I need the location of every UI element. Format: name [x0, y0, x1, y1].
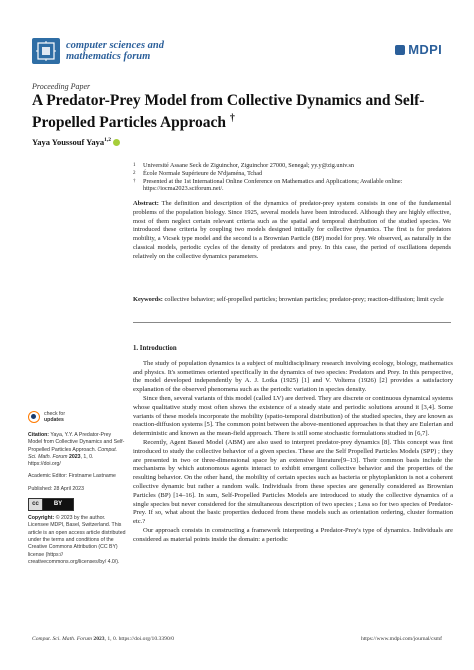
body-paragraph: Recently, Agent Based Model (ABM) are also used to interpret predator-prey dynamics [8]. This concept was first introduced to study the collective behavior of a given species. These are the Self Propelled Particles Models (SPP) ; they are presented in two or three-dimensional space by an extensive literature[9–13]. Their common basis include the mechanisms by which autonomous agents interact to exhibit emergent collective behavior and the properties of the resulting behavior. On the other hand, the mobility of certain species such as bacteria or phytoplankton is not a coherent collective dynamic but rather a random walk. Individuals from these species are generally considered as Brownian Particles (BP) [14–16]. In sum, Self-Propelled Particles Models are introduced to study the collective dynamics of a single species but never considered for the simultaneous description of two species ; Less so for two species of Predator-Prey. If so, what about the basic properties deduced from these models such as orientation ordering, cluster formation etc.?: [133, 438, 453, 526]
title-footnote-mark: †: [229, 113, 235, 124]
journal-header: [32, 38, 442, 68]
affiliations: [133, 162, 453, 193]
author-line: [32, 137, 120, 147]
check-updates-icon: [28, 411, 40, 423]
check-for-updates-button[interactable]: [28, 408, 126, 426]
footer-doi: , 1, 0. https://doi.org/10.3390/0: [104, 636, 175, 642]
author-affil-sup: 1,2: [104, 137, 111, 144]
sidebar: [28, 408, 126, 571]
published-date: Published: 28 April 2023: [28, 485, 84, 492]
cc-icon: cc: [29, 499, 43, 510]
citation-journal: Comput. Sci. Math. Forum: [28, 446, 118, 460]
academic-editor: Academic Editor: Firstname Lastname: [28, 473, 116, 480]
affiliation-item: [133, 178, 453, 194]
publisher-name: MDPI: [408, 42, 442, 57]
citation-text: Yaya, Y.Y. A Predator-Prey Model from Collective Dynamics and Self-Propelled Particles Approach.: [28, 432, 125, 453]
by-icon: BY: [43, 499, 73, 510]
abstract: [133, 200, 451, 262]
affiliation-text: École Normale Supérieure de N'djaména, Tchad: [143, 169, 263, 177]
abstract-text: The definition and description of the dynamics of predator-prey system consists in one of the fundamental problems of the population biology. Since 1925, several models have been introduced. Although they are highly effective, most of them neglect certain relevant criteria such as the spatial and temporal distribution of the studied species. We introduced these criteria by coupling two models designed initially for collective dynamics. The first is for predators mobility, a Vicsek type model and the second is a Brownian Particle (BP) model for prey. We observed, as naturally in the classical models, periodic cycles of the density of predators and prey. In this case, the period of oscillations depends relatively on the collective dynamics parameters.: [133, 200, 451, 260]
author-name: Yaya Youssouf Yaya: [32, 137, 105, 147]
keywords: [133, 296, 451, 305]
copyright-label: Copyright:: [28, 515, 55, 522]
orcid-icon[interactable]: [113, 139, 120, 146]
abstract-label: Abstract:: [133, 200, 159, 207]
mdpi-logo: [395, 42, 442, 57]
keywords-label: Keywords:: [133, 296, 163, 303]
main-body: [133, 345, 453, 545]
mdpi-mark-icon: [395, 45, 405, 55]
citation-block: [28, 432, 126, 468]
section-divider: [133, 322, 451, 323]
article-title: [32, 92, 452, 132]
check-updates-label: [44, 411, 65, 423]
check-updates-line2: updates: [44, 417, 64, 423]
affiliation-item: [133, 162, 453, 170]
body-paragraph: The study of population dynamics is a subject of multidisciplinary research involving ecology, biology, mathematics and physics. It's sometimes oriented specifically in the dynamics of two species: Predators and Prey. In this perspective, the model developed independently by A. J. Lotka (1925) [1] and V. Volterra (1926) [2] provides a satisfactory explanation of the observed phenomena such as the periodic variation in species density.: [133, 359, 453, 394]
page-footer: [32, 636, 442, 646]
footer-journal: Comput. Sci. Math. Forum: [32, 636, 92, 642]
footer-journal-url[interactable]: https://www.mdpi.com/journal/csmf: [360, 636, 442, 642]
copyright-block: [28, 515, 126, 566]
affiliation-mark: 1: [133, 163, 136, 168]
journal-logo-icon: [32, 38, 60, 64]
affiliation-mark: 2: [133, 170, 136, 176]
affiliation-mark: †: [133, 178, 136, 184]
copyright-text: © 2023 by the author. Licensee MDPI, Basel, Switzerland. This article is an open access article distributed under the terms and conditions of the Creative Commons Attribution (CC BY) license (https:// creativecommons.org/licenses/by/ 4.0/).: [28, 515, 126, 565]
citation-label: Citation:: [28, 432, 50, 438]
keywords-text: collective behavior; self-propelled particles; brownian particles; predator-prey; reaction-diffusion; limit cycle: [164, 296, 444, 303]
affiliation-text: Université Assane Seck de Ziguinchor, Ziguinchor 27000, Senegal; yy.y@zig.univ.sn: [143, 162, 355, 169]
cc-license-badge[interactable]: [28, 498, 74, 511]
journal-name-line1: computer sciences and: [66, 40, 164, 51]
check-updates-line1: check for: [44, 410, 66, 417]
body-paragraph: Our approach consists in constructing a framework interpreting a Predator-Prey's type of dynamics. Individuals are considered as material points inside the domain: a periodic: [133, 526, 453, 543]
footer-year: 2023: [93, 636, 105, 642]
affiliation-item: [133, 170, 453, 178]
footer-citation: [32, 636, 174, 642]
section-heading-introduction: 1. Introduction: [133, 345, 177, 352]
citation-rest: , 1, 0. https://doi.org/: [28, 453, 94, 468]
citation-year: 2023: [68, 453, 81, 460]
article-type: Proceeding Paper: [32, 82, 91, 91]
journal-name-line2: mathematics forum: [66, 51, 151, 62]
affiliation-text: Presented at the 1st International Online Conference on Mathematics and Applications; Available online: https://iocma2023.sciforum.net/.: [143, 177, 403, 193]
title-text: A Predator-Prey Model from Collective Dynamics and Self-Propelled Particles Approach: [32, 92, 425, 132]
journal-name: [66, 40, 164, 62]
body-paragraph: Since then, several variants of this model (called LV) are derived. They are discrete or continuous dynamical systems whose qualitative study most often shows the existence of a steady state and periodic solutions around it [3,4]. Some variants of these models incorporate the mobility (spatio-temporal distribution) of the studied species, they are known as reaction-diffusion systems [5]. The common point between the above-mentioned approaches is that they are Eulerian and deterministic and known as the mean-field approach. There is still some stochastic formulations studied in [6,7].: [133, 394, 453, 438]
